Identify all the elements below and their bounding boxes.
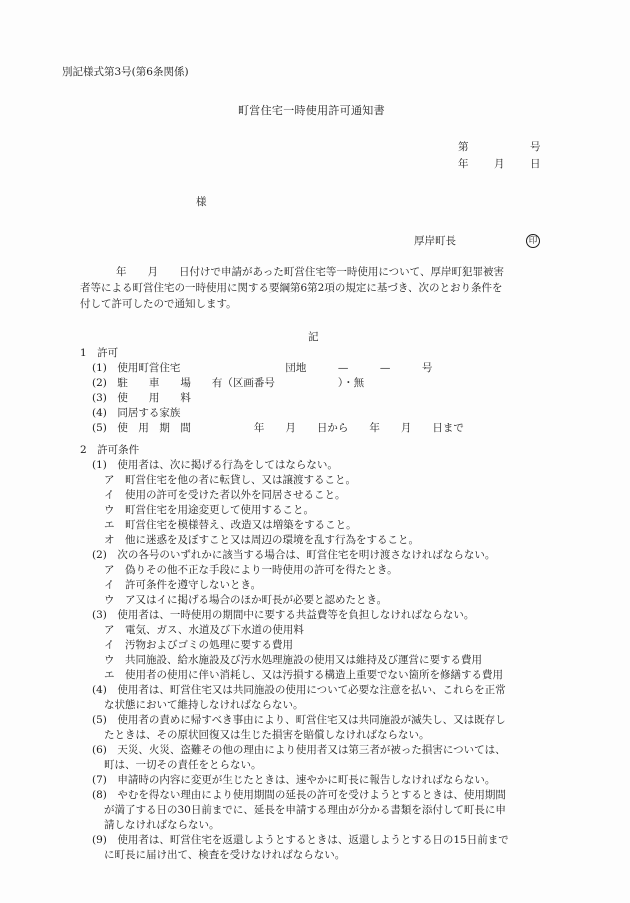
condition-line: ウ 町営住宅を用途変更して使用すること。 xyxy=(104,504,314,516)
date-year: 年 xyxy=(458,158,469,170)
permit-item: (1) 使用町営住宅 団地 — — 号 xyxy=(92,362,433,374)
addressee-suffix: 様 xyxy=(196,196,207,208)
condition-line: な状態において維持しなければならない。 xyxy=(104,699,304,711)
condition-line: (5) 使用者の責めに帰すべき事由により、町営住宅又は共同施設が滅失し、又は既存し xyxy=(92,714,506,726)
condition-line: エ 町営住宅を模様替え、改造又は増築をすること。 xyxy=(104,519,357,531)
condition-line: (7) 申請時の内容に変更が生じたときは、速やかに町長に報告しなければならない。 xyxy=(92,774,496,786)
condition-line: (2) 次の各号のいずれかに該当する場合は、町営住宅を明け渡さなければならない。 xyxy=(92,549,496,561)
number-suffix: 号 xyxy=(530,141,541,153)
section2-heading: 2 許可条件 xyxy=(80,444,140,456)
permit-item: (4) 同居する家族 xyxy=(92,407,181,419)
seal-mark: 印 xyxy=(526,234,540,248)
document-title: 町営住宅一時使用許可通知書 xyxy=(238,104,385,117)
condition-line: ア 偽りその他不正な手段により一時使用の許可を得たとき。 xyxy=(104,564,398,576)
condition-line: たときは、その原状回復又は生じた損害を賠償しなければならない。 xyxy=(104,729,430,741)
condition-line: オ 他に迷惑を及ぼすこと又は周辺の環境を乱す行為をすること。 xyxy=(104,534,419,546)
condition-line: (4) 使用者は、町営住宅又は共同施設の使用について必要な注意を払い、これらを正常 xyxy=(92,684,506,696)
condition-line: (1) 使用者は、次に掲げる行為をしてはならない。 xyxy=(92,459,338,471)
condition-line: 請しなければならない。 xyxy=(104,819,220,831)
permit-item: (2) 駐 車 場 有（区画番号 ）・無 xyxy=(92,377,365,389)
condition-line: ア 町営住宅を他の者に転貸し、又は譲渡すること。 xyxy=(104,474,356,486)
condition-line: (9) 使用者は、町営住宅を返還しようとするときは、返還しようとする日の15日前まで xyxy=(92,834,509,846)
condition-line: (6) 天災、火災、盗難その他の理由により使用者又は第三者が被った損害については、 xyxy=(92,744,506,756)
date-month: 月 xyxy=(494,158,505,170)
condition-line: イ 許可条件を遵守しないとき。 xyxy=(104,579,262,591)
ki-heading: 記 xyxy=(308,331,319,343)
condition-line: エ 使用者の使用に伴い消耗し、又は汚損する構造上重要でない箇所を修繕する費用 xyxy=(104,669,503,681)
condition-line: イ 汚物およびゴミの処理に要する費用 xyxy=(104,639,293,651)
issuer-name: 厚岸町長 xyxy=(414,235,456,247)
permit-item: (5) 使 用 期 間 年 月 日から 年 月 日まで xyxy=(92,422,464,434)
section1-heading: 1 許可 xyxy=(80,347,119,359)
number-prefix: 第 xyxy=(458,141,469,153)
condition-line: ウ ア又はイに掲げる場合のほか町長が必要と認めたとき。 xyxy=(104,594,388,606)
intro-line: 者等による町営住宅の一時使用に関する要綱第6第2項の規定に基づき、次のとおり条件を xyxy=(80,282,503,294)
condition-line: ウ 共同施設、給水施設及び汚水処理施設の使用又は維持及び運営に要する費用 xyxy=(104,654,482,666)
condition-line: イ 使用の許可を受けた者以外を同居させること。 xyxy=(104,489,346,501)
condition-line: 町は、一切その責任をとらない。 xyxy=(104,759,262,771)
condition-line: ア 電気、ガス、水道及び下水道の使用料 xyxy=(104,624,304,636)
condition-line: に町長に届け出て、検査を受けなければならない。 xyxy=(104,849,346,861)
intro-line: 付して許可したので通知します。 xyxy=(80,298,237,310)
permit-item: (3) 使 用 料 xyxy=(92,392,191,404)
condition-line: (3) 使用者は、一時使用の期間中に要する共益費等を負担しなければならない。 xyxy=(92,609,475,621)
intro-line: 年 月 日付けで申請があった町営住宅等一時使用について、厚岸町犯罪被害 xyxy=(116,266,504,278)
condition-line: が満了する日の30日前までに、延長を申請する理由が分かる書類を添付して町長に申 xyxy=(104,804,506,816)
form-reference: 別記様式第3号(第6条関係) xyxy=(62,66,189,78)
condition-line: (8) やむを得ない理由により使用期間の延長の許可を受けようとするときは、使用期間 xyxy=(92,789,506,801)
date-day: 日 xyxy=(530,158,541,170)
